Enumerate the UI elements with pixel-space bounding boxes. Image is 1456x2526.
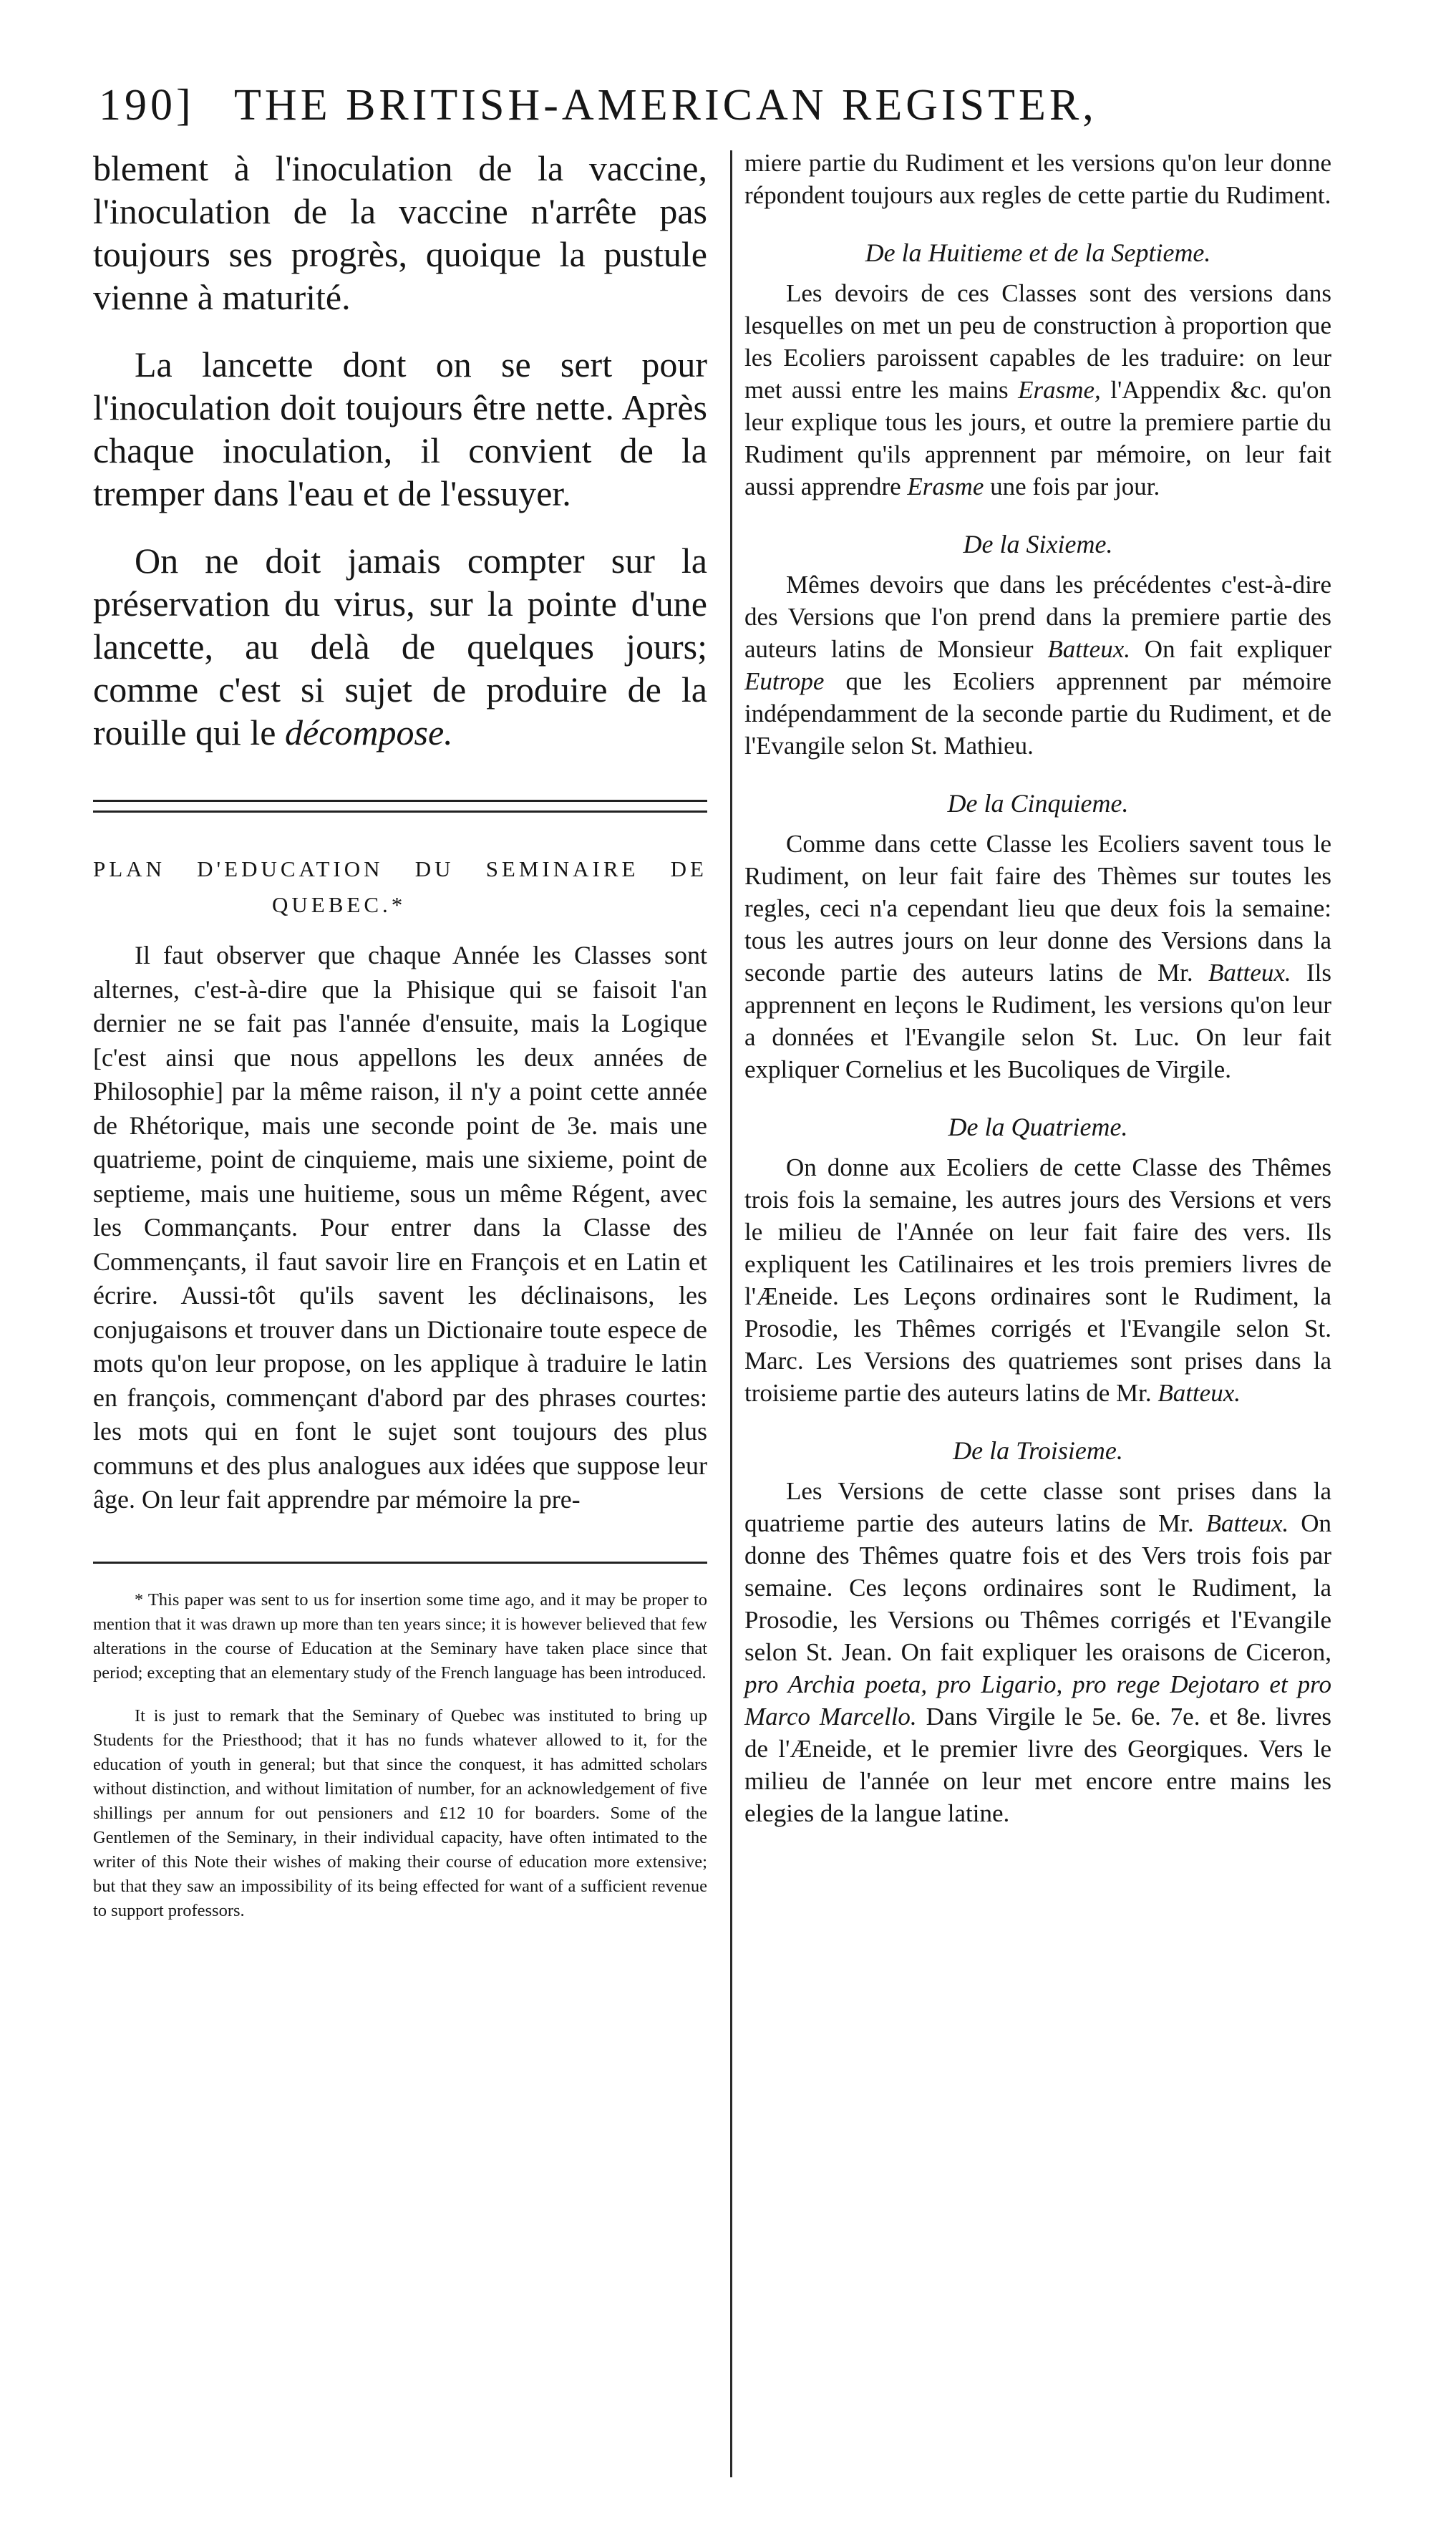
section-italic: Batteux. xyxy=(1047,635,1130,663)
running-title: THE BRITISH-AMERICAN REGISTER, xyxy=(234,81,1097,130)
section-heading: De la Cinquieme. xyxy=(947,789,1129,818)
section-huitieme xyxy=(744,236,1331,503)
section-italic: pro Archia poeta, pro Ligario, pro rege Dejotaro et pro Marco Marcello. xyxy=(744,1670,1331,1731)
section-text: Les devoirs de ces Classes sont des versions dans lesquelles on met un peu de construction à proportion que les Ecoliers paroissent capables de les traduire: on leur met aussi entre les mains xyxy=(744,279,1331,404)
section-quatrieme xyxy=(744,1110,1331,1409)
section-italic: Batteux. xyxy=(1205,1509,1289,1537)
footnote-rule xyxy=(93,1562,707,1564)
section-text: On donne des Thêmes quatre fois et des Vers trois fois par semaine. Ces leçons ordinaires sont le Rudiment, la Prosodie, les Versions ou Thêmes corrigés et l'Evangile selon St. Jean. On fait expliquer les oraisons de Ciceron, xyxy=(744,1509,1332,1666)
page-number: 190] xyxy=(99,81,195,130)
section-text: Comme dans cette Classe les Ecoliers savent tous le Rudiment, on leur fait faire des Thèmes sur toutes les regles, ceci n'a cependant lieu que deux fois la semaine: tous les autres jours on leur donne des Versions dans la seconde partie des auteurs latins de Mr. xyxy=(744,830,1331,987)
section-troisieme xyxy=(744,1433,1331,1829)
column-divider xyxy=(730,150,732,2477)
section-text: Les Versions de cette classe sont prises dans la quatrieme partie des auteurs latins de Mr. xyxy=(744,1477,1331,1537)
section-text: l'Appendix &c. qu'on leur explique tous les jours, et outre la premiere partie du Rudiment qu'ils apprennent par mémoire, on leur fait aussi apprendre xyxy=(744,376,1331,500)
preservation-text: On ne doit jamais compter sur la préservation du virus, sur la pointe d'une lancette, au delà de quelques jours; comme c'est si sujet de produire de la rouille qui le xyxy=(93,541,707,753)
section-heading: De la Sixieme. xyxy=(963,530,1113,558)
preservation-paragraph xyxy=(93,539,707,754)
lancette-paragraph: La lancette dont on se sert pour l'inoculation doit toujours être nette. Après chaque inoculation, il convient de la tremper dans l'eau et de l'essuyer. xyxy=(93,344,707,513)
preservation-italic: décompose. xyxy=(285,712,453,753)
article-body: Il faut observer que chaque Année les Classes sont alternes, c'est-à-dire que la Phisique qui se faisoit l'an dernier ne se fait pas l'année d'ensuite, mais la Logique [c'est ainsi que nous appellons les deux années de Philosophie] par la même raison, il n'y a point cette année de Rhétorique, mais une seconde point de 3e. mais une quatrieme, point de cinquieme, mais une sixieme, point de septieme, mais une huitieme, sous un même Régent, avec les Commançants. Pour entrer dans la Classe des Commençants, il faut savoir lire en François et en Latin et écrire. Aussi-tôt qu'ils savent les déclinaisons, les conjugaisons et trouver dans un Dictionaire toute espece de mots qu'on leur propose, on les applique à traduire le latin en françois, commençant d'abord par des phrases courtes: les mots qui en font le sujet sont toujours des plus communs et des plus analogues aux idées que suppose leur âge. On leur fait apprendre par mémoire la pre- xyxy=(93,941,707,1514)
footnote-1 xyxy=(93,1588,707,1685)
section-text: On donne aux Ecoliers de cette Classe des Thêmes trois fois la semaine, les autres jours des Versions et vers le milieu de l'Année on leur fait faire des vers. Ils expliquent les Catilinaires et les trois premiers livres de l'Æneide. Les Leçons ordinaires sont le Rudiment, la Prosodie, les Thêmes corrigés et l'Evangile selon St. Marc. Les Versions des quatriemes sont prises dans la troisieme partie des auteurs latins de Mr. xyxy=(744,1153,1331,1407)
section-heading: De la Quatrieme. xyxy=(948,1113,1128,1141)
footnote-1-text: This paper was sent to us for insertion some time ago, and it may be proper to mention that it was drawn up more than ten years since; it is however believed that few alterations in the course of Education at the Seminary have taken place since that period; excepting that an elementary study of the French language has been introduced. xyxy=(93,1589,708,1683)
continuation-paragraph: blement à l'inoculation de la vaccine, l'inoculation de la vaccine n'arrête pas toujours ses progrès, quoique la pustule vienne à maturité. xyxy=(93,148,707,317)
section-paragraph xyxy=(744,828,1331,1085)
section-paragraph xyxy=(744,1151,1331,1409)
article-title-line-1: PLAN D'EDUCATION DU SEMINAIRE DE xyxy=(93,856,707,881)
section-cinquieme xyxy=(744,786,1331,1085)
section-text: Dans Virgile le 5e. 6e. 7e. et 8e. livres de l'Æneide, et le premier livre des Georgiques. Vers le milieu de l'année on leur met encore entre mains les elegies de la langue latine. xyxy=(744,1703,1331,1827)
section-italic: Erasme, xyxy=(1018,376,1101,404)
section-heading: De la Troisieme. xyxy=(953,1436,1123,1465)
section-text: Mêmes devoirs que dans les précédentes c'est-à-dire des Versions que l'on prend dans la premiere partie des auteurs latins de Monsieur xyxy=(744,571,1331,663)
article-title xyxy=(93,851,707,923)
section-text: une fois par jour. xyxy=(990,473,1160,500)
section-heading: De la Huitieme et de la Septieme. xyxy=(865,238,1211,267)
section-italic: Eutrope xyxy=(744,667,825,695)
left-column xyxy=(93,147,707,1923)
footnote-2: It is just to remark that the Seminary of Quebec was instituted to bring up Students for the Priesthood; that it has no funds whatever allowed to it, for the education of youth in general; but that since the conquest, it has admitted scholars without distinction, and without limitation of number, for an acknowledgement of five shillings per annum for out pensioners and £12 10 for boarders. Some of the Gentlemen of the Seminary, in their individual capacity, have often intimated to the writer of this Note their wishes of making their course of education more extensive; but that they saw an impossibility of its being effected for want of a sufficient revenue to support professors. xyxy=(93,1705,707,1920)
section-paragraph xyxy=(744,277,1331,503)
running-head xyxy=(99,80,1416,145)
section-italic: Batteux. xyxy=(1208,959,1291,987)
section-double-rule xyxy=(93,800,707,813)
section-text: Ils apprennent en leçons le Rudiment, les versions qu'on leur a données et l'Evangile selon St. Luc. On leur fait expliquer Cornelius et les Bucoliques de Virgile. xyxy=(744,959,1331,1083)
section-text: que les Ecoliers apprennent par mémoire indépendamment de la seconde partie du Rudiment, et de l'Evangile selon St. Mathieu. xyxy=(744,667,1331,760)
footnote-marker: * xyxy=(135,1590,143,1610)
section-paragraph xyxy=(744,1475,1331,1829)
section-italic: Erasme xyxy=(907,473,984,500)
section-sixieme xyxy=(744,527,1331,762)
article-title-line-2: QUEBEC.* xyxy=(272,892,407,917)
section-italic: Batteux. xyxy=(1157,1379,1241,1407)
section-paragraph xyxy=(744,568,1331,762)
right-column xyxy=(744,147,1331,1829)
section-text: On fait expliquer xyxy=(1144,635,1331,663)
right-continuation: miere partie du Rudiment et les versions qu'on leur donne répondent toujours aux regles de cette partie du Rudiment. xyxy=(744,149,1331,209)
